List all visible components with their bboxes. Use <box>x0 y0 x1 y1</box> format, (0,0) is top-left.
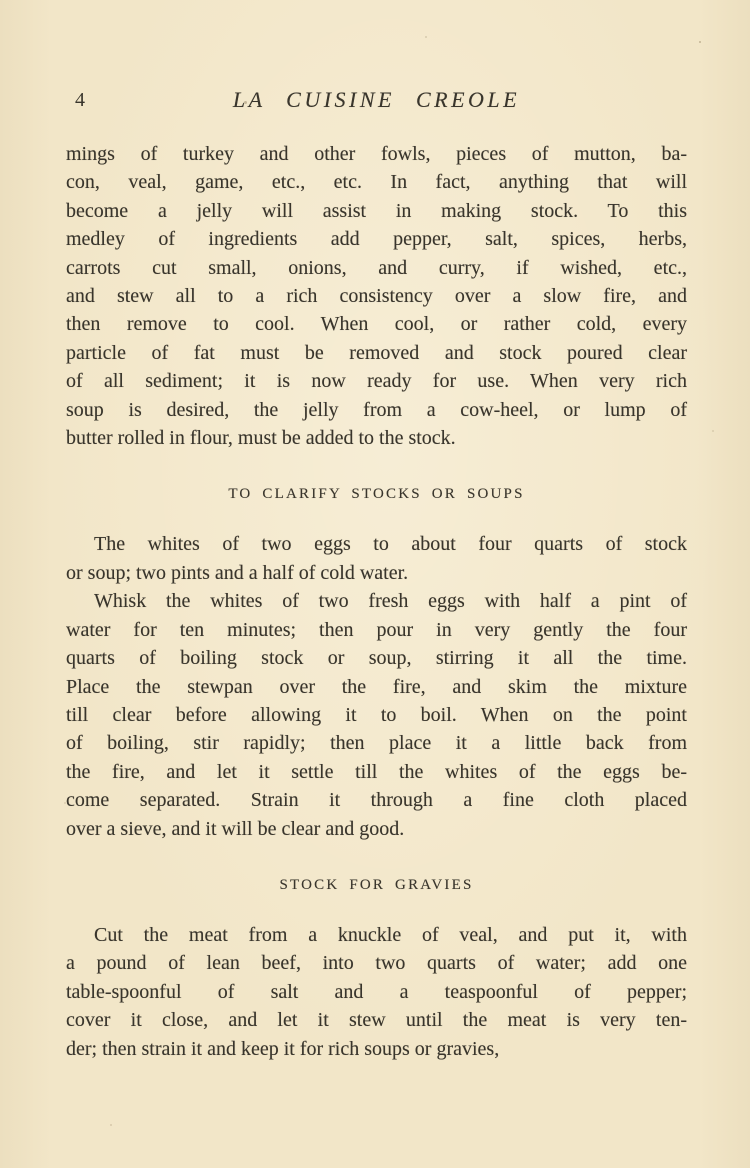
text-line: the fire, and let it settle till the whites of the eggs be- <box>66 760 687 783</box>
text-line: con, veal, game, etc., etc. In fact, anything that will <box>66 171 687 194</box>
text-line: then remove to cool. When cool, or rather cold, every <box>66 313 687 336</box>
text-line: or soup; two pints and a half of cold water. <box>66 561 409 584</box>
text-line: of boiling, stir rapidly; then place it a little back from <box>66 732 687 755</box>
content-area <box>66 114 687 1063</box>
text-line: cover it close, and let it stew until the meat is very ten- <box>66 1009 687 1032</box>
paper-speck <box>712 430 714 432</box>
text-line: Whisk the whites of two fresh eggs with half a pint of <box>94 590 687 613</box>
text-line: become a jelly will assist in making stock. To this <box>66 199 687 222</box>
text-line: of all sediment; it is now ready for use. When very rich <box>66 370 687 393</box>
text-line: carrots cut small, onions, and curry, if wished, etc., <box>66 256 687 279</box>
text-block <box>66 86 687 1063</box>
text-line: till clear before allowing it to boil. When on the point <box>66 703 687 726</box>
running-header <box>66 86 687 114</box>
page-number: 4 <box>75 89 86 111</box>
text-line: mings of turkey and other fowls, pieces of mutton, ba- <box>66 143 687 165</box>
text-line: butter rolled in flour, must be added to the stock. <box>66 427 456 450</box>
text-line: soup is desired, the jelly from a cow-heel, or lump of <box>66 398 687 421</box>
text-line: over a sieve, and it will be clear and good. <box>66 817 405 840</box>
running-title: LA CUISINE CREOLE <box>232 87 521 112</box>
text-line: Cut the meat from a knuckle of veal, and put it, with <box>94 923 687 946</box>
text-line: water for ten minutes; then pour in very gently the four <box>66 618 687 641</box>
text-line: and stew all to a rich consistency over a slow fire, and <box>66 285 687 308</box>
text-line: medley of ingredients add pepper, salt, spices, herbs, <box>66 228 687 251</box>
section-heading: TO CLARIFY STOCKS OR SOUPS <box>228 486 525 503</box>
text-line: der; then strain it and keep it for rich soups or gravies, <box>66 1037 500 1060</box>
text-line: table-spoonful of salt and a teaspoonful of pepper; <box>66 980 687 1003</box>
paragraph <box>66 140 687 452</box>
text-line: particle of fat must be removed and stock poured clear <box>66 341 687 364</box>
text-line: quarts of boiling stock or soup, stirring it all the time. <box>66 647 687 670</box>
paper-speck <box>699 41 701 43</box>
section-heading: STOCK FOR GRAVIES <box>279 876 474 893</box>
paper-speck <box>110 1124 112 1126</box>
paragraph <box>66 530 687 587</box>
paper-speck <box>425 36 427 38</box>
paragraph <box>66 587 687 843</box>
text-line: a pound of lean beef, into two quarts of water; add one <box>66 952 687 975</box>
paragraph <box>66 921 687 1063</box>
text-line: The whites of two eggs to about four quarts of stock <box>94 533 687 556</box>
text-line: come separated. Strain it through a fine cloth placed <box>66 789 687 812</box>
text-line: Place the stewpan over the fire, and skim the mixture <box>66 675 687 698</box>
